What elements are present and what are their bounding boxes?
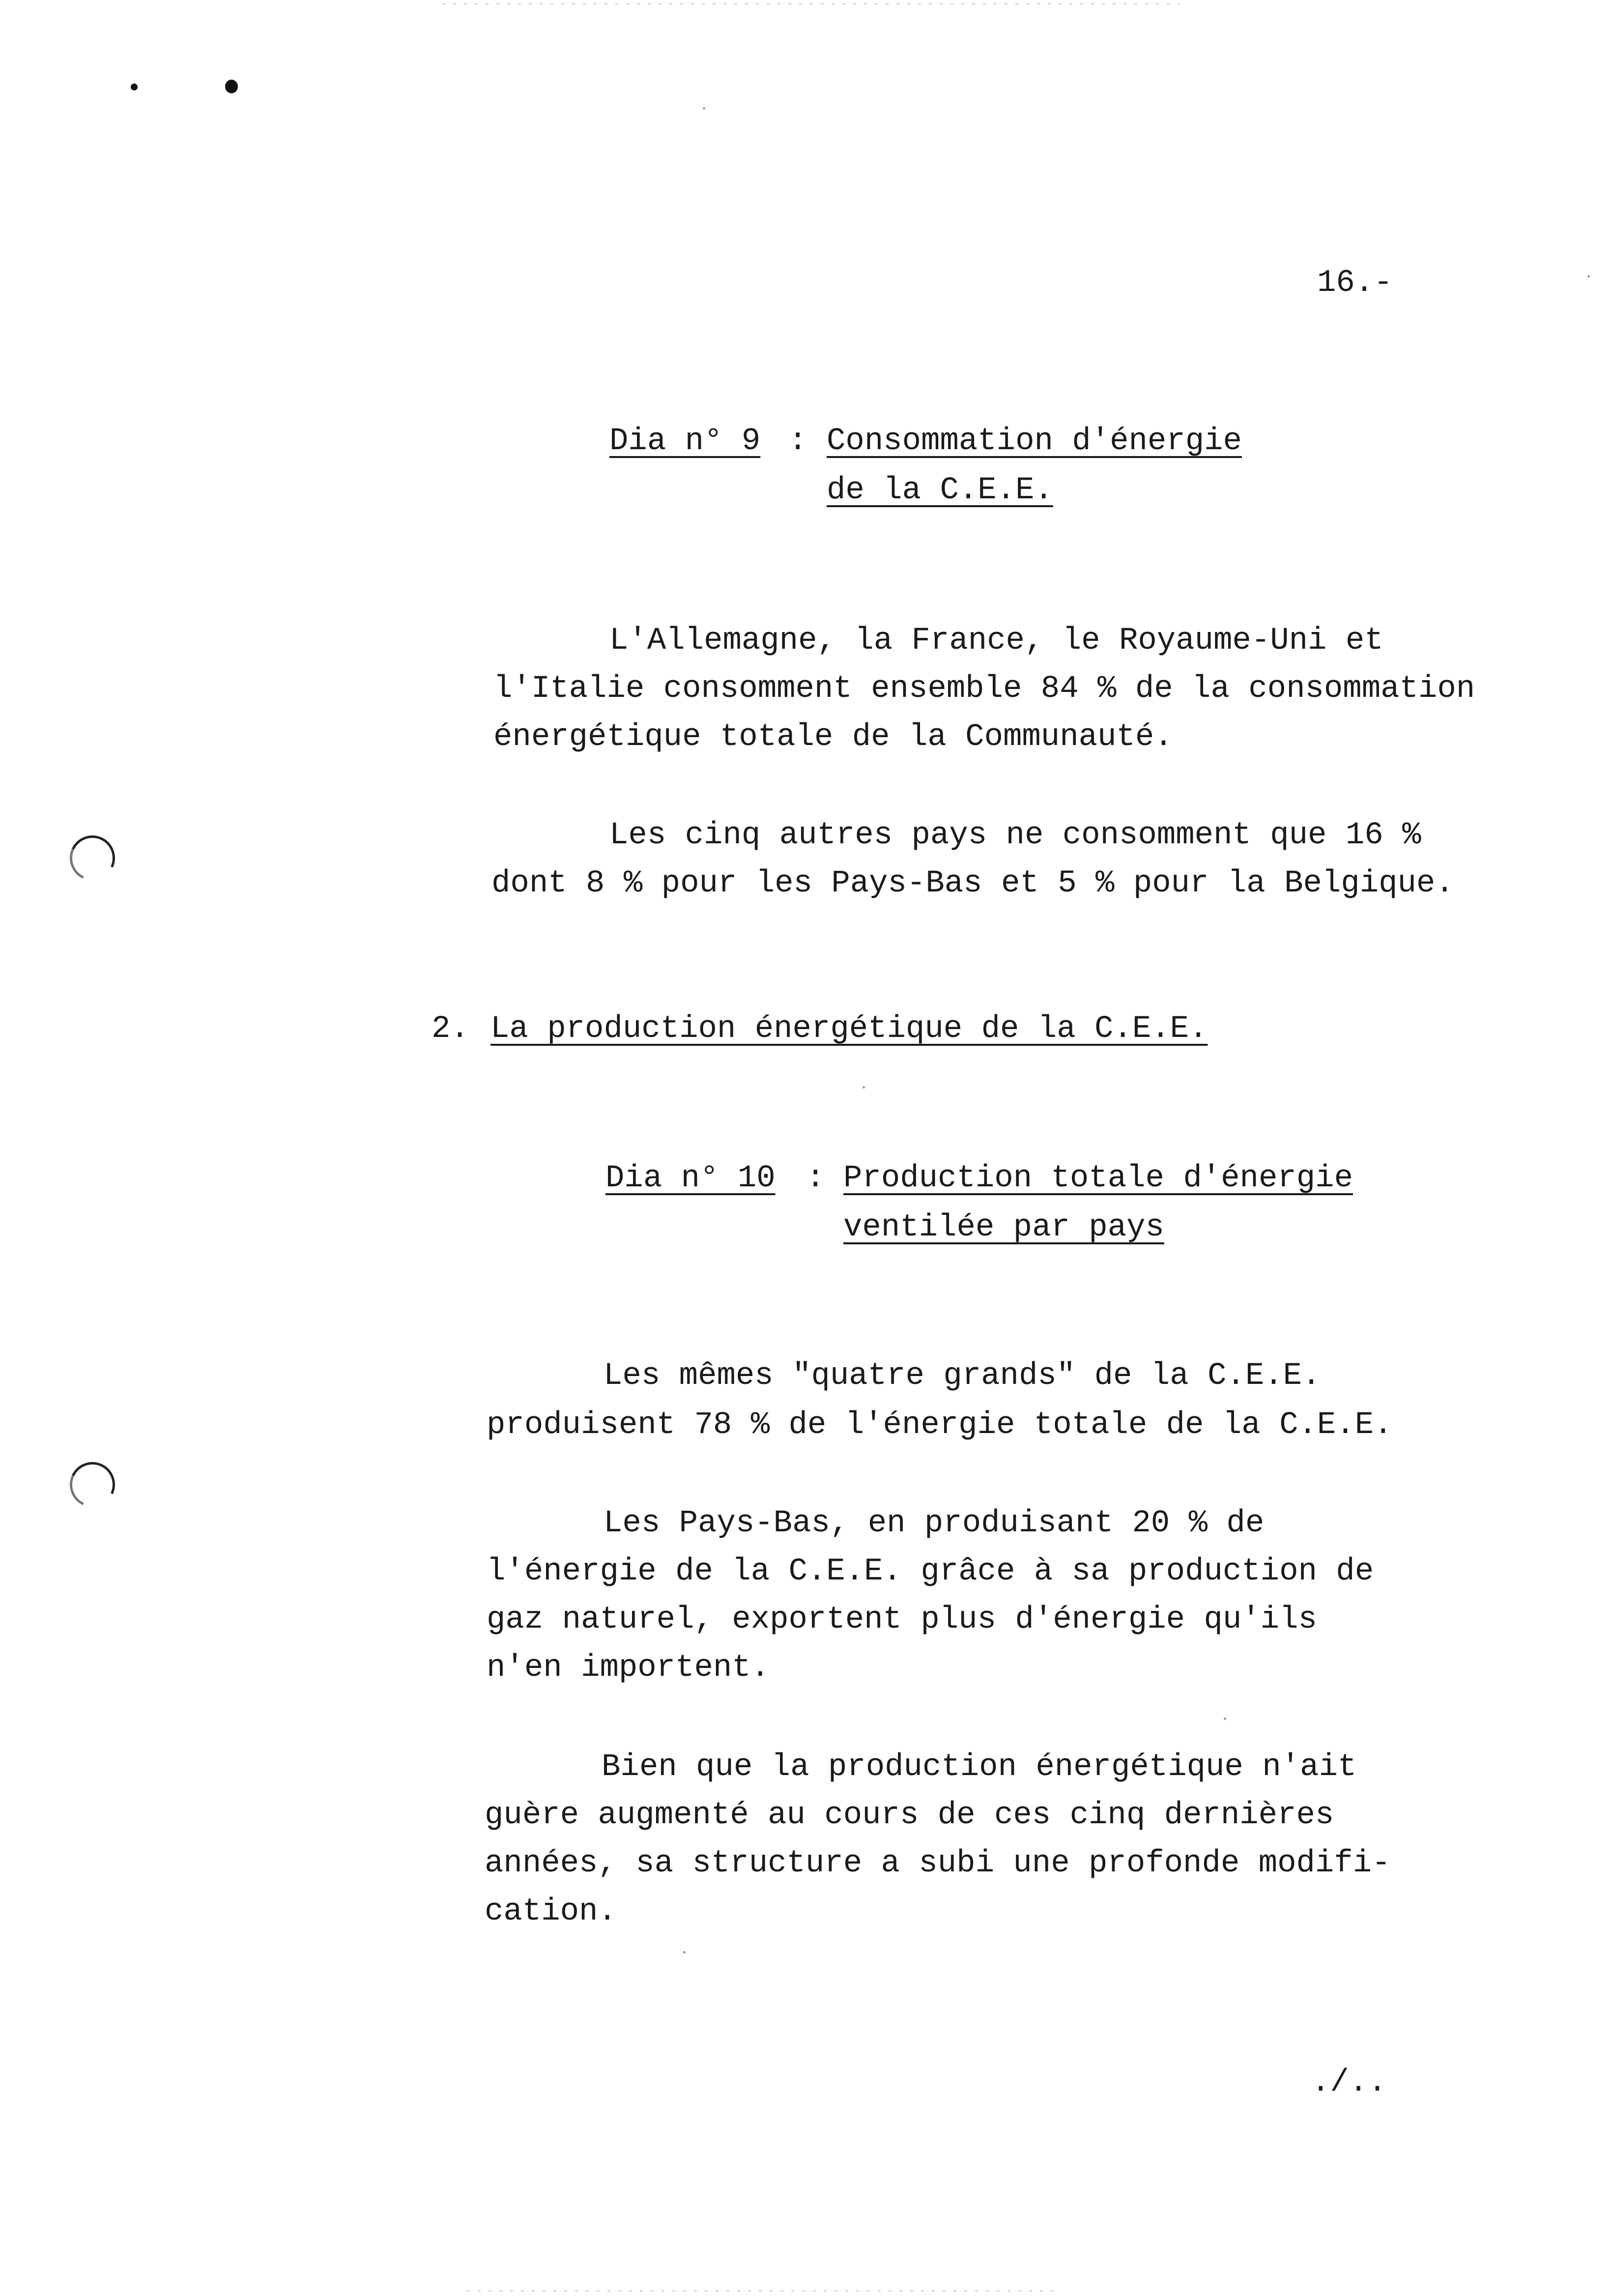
paragraph5-line1: Bien que la production énergétique n'ait	[602, 1750, 1357, 1785]
dia9-separator: :	[788, 424, 807, 459]
dia10-title-line1: Production totale d'énergie	[843, 1161, 1353, 1196]
scan-dot	[225, 80, 238, 93]
paragraph2-line2: dont 8 % pour les Pays-Bas et 5 % pour la Belgique.	[491, 866, 1454, 901]
paragraph5-line4: cation.	[485, 1894, 617, 1929]
scan-speck	[683, 1951, 686, 1953]
scan-dot	[131, 84, 138, 90]
paragraph4-line4: n'en importent.	[487, 1650, 770, 1686]
scan-speck	[1587, 275, 1590, 278]
heading2-number: 2.	[432, 1011, 469, 1047]
paragraph5-line2: guère augmenté au cours de ces cinq dernières	[485, 1798, 1334, 1833]
paragraph4-line1: Les Pays-Bas, en produisant 20 % de	[604, 1506, 1265, 1541]
heading2-text: La production énergétique de la C.E.E.	[490, 1011, 1208, 1047]
scan-edge-noise-bottom	[467, 2290, 1057, 2292]
dia9-title-line1: Consommation d'énergie	[827, 424, 1242, 459]
scan-speck	[703, 107, 705, 110]
dia9-title-line2: de la C.E.E.	[827, 473, 1053, 508]
paragraph4-line2: l'énergie de la C.E.E. grâce à sa production de	[487, 1554, 1374, 1589]
paragraph4-line3: gaz naturel, exportent plus d'énergie qu'ils	[487, 1602, 1317, 1637]
paragraph3-line2: produisent 78 % de l'énergie totale de la C.E.E.	[487, 1407, 1393, 1443]
scan-speck	[1224, 1718, 1226, 1720]
paragraph5-line3: années, sa structure a subi une profonde modifi-	[485, 1846, 1391, 1881]
scan-edge-noise-top	[442, 3, 1180, 4]
paragraph1-line3: énergétique totale de la Communauté.	[493, 719, 1173, 755]
paragraph1-line1: L'Allemagne, la France, le Royaume-Uni et	[609, 623, 1383, 659]
paragraph1-line2: l'Italie consomment ensemble 84 % de la consommation	[493, 671, 1475, 707]
paragraph2-line1: Les cinq autres pays ne consomment que 16 %	[609, 818, 1421, 853]
page-number: 16.-	[1317, 265, 1393, 301]
dia9-label: Dia n° 9	[609, 424, 761, 459]
punch-hole-mark	[63, 1456, 121, 1514]
dia10-separator: :	[806, 1161, 825, 1196]
continuation-mark: ./..	[1311, 2065, 1387, 2100]
punch-hole-mark	[63, 829, 121, 887]
dia10-label: Dia n° 10	[605, 1161, 776, 1196]
dia10-title-line2: ventilée par pays	[843, 1210, 1164, 1245]
scan-speck	[863, 1086, 865, 1089]
paragraph3-line1: Les mêmes "quatre grands" de la C.E.E.	[604, 1358, 1321, 1394]
